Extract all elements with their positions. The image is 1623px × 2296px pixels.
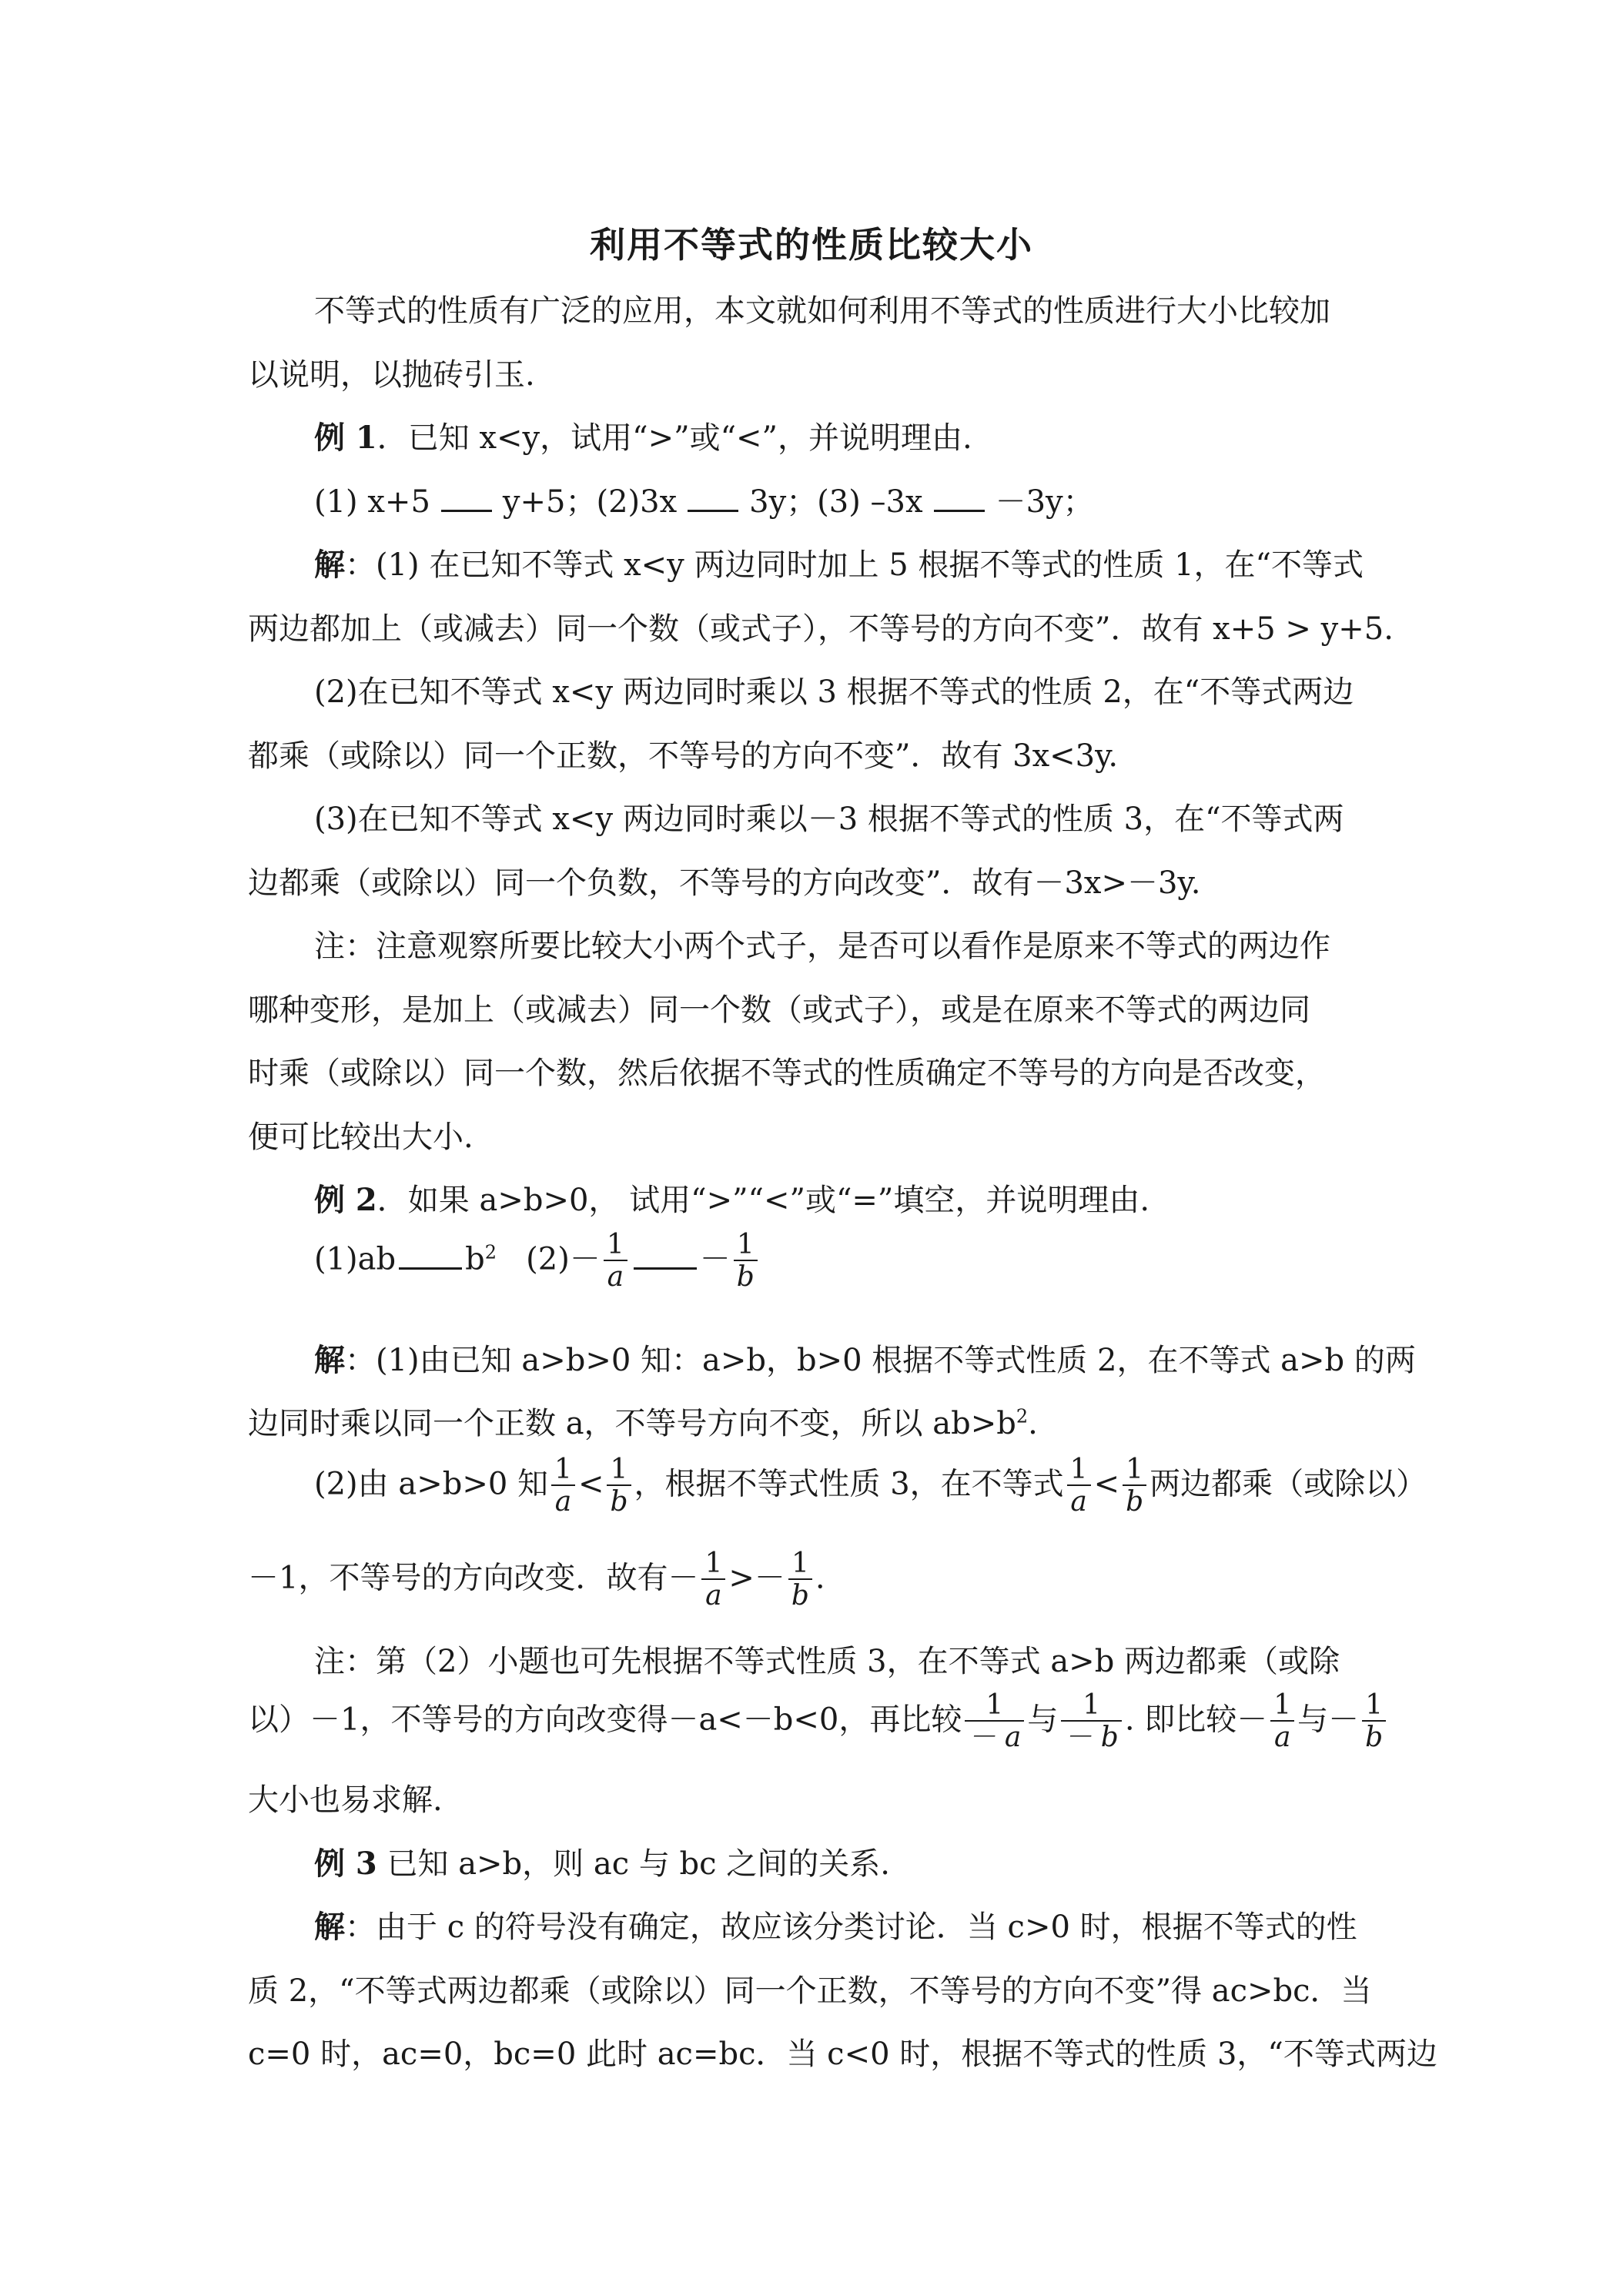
- example-3-label: 例 3: [314, 1846, 377, 1882]
- numerator: 1: [701, 1549, 725, 1580]
- solution-text: ：(1) 在已知不等式 x<y 两边同时加上 5 根据不等式的性质 1，在“不等式: [345, 547, 1364, 583]
- example-2-note-3: 大小也易求解.: [248, 1782, 443, 1818]
- fraction-1-over-a: [604, 1230, 627, 1293]
- numerator: 1: [734, 1230, 758, 1261]
- example-2-solution-1b: [248, 1405, 1038, 1441]
- denominator: b: [1365, 1721, 1384, 1753]
- example-3-solution-1: [314, 1909, 1357, 1945]
- example-2-text: ．如果 a>b>0， 试用“>”“<”或“=”填空，并说明理由.: [376, 1183, 1150, 1218]
- numerator: 1: [1123, 1455, 1146, 1486]
- fraction-1-over-b: [788, 1549, 812, 1612]
- question-1-left: (1) x+5: [314, 484, 430, 520]
- solution-text: ：(1)由已知 a>b>0 知：a>b，b>0 根据不等式性质 2，在不等式 a>b 的两: [345, 1343, 1416, 1378]
- example-1-solution-3a: (3)在已知不等式 x<y 两边同时乘以－3 根据不等式的性质 3，在“不等式两: [314, 802, 1344, 837]
- question-3-right: －3y；: [995, 484, 1094, 520]
- denominator: a: [1273, 1721, 1291, 1753]
- solution-label: 解: [314, 1342, 345, 1378]
- denominator: b: [1126, 1485, 1144, 1518]
- fraction-1-over-a: [1067, 1455, 1091, 1518]
- denominator: a: [554, 1485, 572, 1518]
- denominator: a: [607, 1260, 624, 1293]
- question-2-left: y+5；(2)3x: [502, 484, 678, 520]
- intro-line-2: 以说明，以抛砖引玉.: [248, 357, 535, 393]
- period: .: [1028, 1406, 1038, 1441]
- example-1-solution-1b: 两边都加上（或减去）同一个数（或式子），不等号的方向不变”．故有 x+5 > y+5.: [248, 611, 1394, 647]
- fraction-1-over-b: [607, 1455, 631, 1518]
- period: .: [815, 1560, 825, 1596]
- numerator: 1: [1067, 1455, 1091, 1486]
- fraction-1-over-a: [701, 1549, 725, 1612]
- solution-text: －1，不等号的方向改变．故有－: [248, 1560, 699, 1596]
- numerator: 1: [1061, 1691, 1122, 1722]
- page-title: 利用不等式的性质比较大小: [590, 224, 1033, 266]
- less-than: <: [1093, 1466, 1120, 1502]
- denominator: － b: [1064, 1721, 1119, 1753]
- example-1-note-3: 时乘（或除以）同一个数，然后依据不等式的性质确定不等号的方向是否改变，: [248, 1056, 1326, 1091]
- example-1-label: 例 1: [314, 420, 377, 456]
- example-2-note-1: 注：第（2）小题也可先根据不等式性质 3，在不等式 a>b 两边都乘（或除: [314, 1644, 1340, 1679]
- example-3-text: 已知 a>b，则 ac 与 bc 之间的关系.: [387, 1846, 890, 1882]
- example-1-solution-2a: (2)在已知不等式 x<y 两边同时乘以 3 根据不等式的性质 2，在“不等式两边: [314, 674, 1354, 710]
- fraction-1-over-b: [734, 1230, 758, 1293]
- example-1-note-4: 便可比较出大小.: [248, 1120, 474, 1155]
- exponent: 2: [1016, 1405, 1029, 1427]
- answer-blank-3[interactable]: [934, 488, 985, 512]
- denominator: b: [791, 1579, 809, 1612]
- denominator: a: [1070, 1485, 1087, 1518]
- solution-text: ：由于 c 的符号没有确定，故应该分类讨论．当 c>0 时，根据不等式的性: [345, 1909, 1357, 1945]
- answer-blank-1[interactable]: [441, 488, 492, 512]
- example-1-note-1: 注：注意观察所要比较大小两个式子，是否可以看作是原来不等式的两边作: [314, 929, 1330, 964]
- numerator: 1: [1270, 1691, 1294, 1722]
- minus-sign: －: [699, 1241, 731, 1277]
- fraction-1-over-b: [1123, 1455, 1146, 1518]
- example-2-statement: [314, 1182, 1150, 1218]
- example-2-solution-1a: [314, 1342, 1416, 1378]
- denominator: b: [736, 1260, 755, 1293]
- fraction-1-over-neg-b: [1061, 1691, 1122, 1753]
- fraction-1-over-neg-a: [965, 1691, 1024, 1753]
- example-3-statement: [314, 1846, 890, 1882]
- example-2-solution-2a: [314, 1455, 1427, 1518]
- example-3-solution-3: c=0 时，ac=0，bc=0 此时 ac=bc．当 c<0 时，根据不等式的性质 3，“不等式两边: [248, 2037, 1437, 2072]
- example-1-text: ．已知 x<y，试用“>”或“<”，并说明理由.: [376, 420, 972, 456]
- question-3-left: 3y；(3) –3x: [749, 484, 923, 520]
- note-text: 以）－1，不等号的方向改变得－a<－b<0，再比较: [248, 1702, 962, 1738]
- example-1-statement: [314, 420, 972, 456]
- numerator: 1: [788, 1549, 812, 1580]
- greater-than: >－: [728, 1560, 785, 1596]
- less-than: <: [577, 1466, 604, 1502]
- solution-label: 解: [314, 547, 345, 583]
- answer-blank-2[interactable]: [688, 488, 738, 512]
- example-1-note-2: 哪种变形，是加上（或减去）同一个数（或式子），或是在原来不等式的两边同: [248, 992, 1310, 1028]
- example-1-solution-3b: 边都乘（或除以）同一个负数，不等号的方向改变”．故有－3x>－3y.: [248, 865, 1201, 901]
- example-3-solution-2: 质 2，“不等式两边都乘（或除以）同一个正数，不等号的方向不变”得 ac>bc．当: [248, 1973, 1372, 2009]
- solution-text: 两边都乘（或除以）: [1149, 1466, 1427, 1502]
- question-2-prefix: (2)－: [526, 1241, 601, 1277]
- example-2-questions: [314, 1230, 761, 1293]
- answer-blank-ab[interactable]: [399, 1246, 462, 1270]
- example-1-solution-1a: [314, 547, 1364, 583]
- example-2-note-2: [248, 1691, 1389, 1753]
- intro-line-1: 不等式的性质有广泛的应用，本文就如何利用不等式的性质进行大小比较加: [314, 293, 1330, 329]
- denominator: － a: [968, 1721, 1022, 1753]
- fraction-1-over-a: [1270, 1691, 1294, 1753]
- example-2-label: 例 2: [314, 1182, 377, 1218]
- answer-blank-frac[interactable]: [634, 1246, 697, 1270]
- denominator: b: [610, 1485, 628, 1518]
- solution-label: 解: [314, 1909, 345, 1945]
- question-b: b: [465, 1241, 485, 1277]
- example-1-questions: [314, 484, 1094, 520]
- example-2-solution-2b: [248, 1549, 825, 1612]
- fraction-1-over-b: [1362, 1691, 1386, 1753]
- numerator: 1: [604, 1230, 627, 1261]
- numerator: 1: [551, 1455, 575, 1486]
- solution-text: 边同时乘以同一个正数 a，不等号方向不变，所以 ab>b: [248, 1406, 1016, 1441]
- numerator: 1: [607, 1455, 631, 1486]
- numerator: 1: [1362, 1691, 1386, 1722]
- solution-text: ，根据不等式性质 3，在不等式: [634, 1466, 1064, 1502]
- question-ab: (1)ab: [314, 1241, 397, 1277]
- fraction-1-over-a: [551, 1455, 575, 1518]
- exponent: 2: [484, 1241, 497, 1263]
- note-text: 与－: [1297, 1702, 1360, 1738]
- note-text: . 即比较－: [1124, 1702, 1268, 1738]
- example-1-solution-2b: 都乘（或除以）同一个正数，不等号的方向不变”．故有 3x<3y.: [248, 738, 1119, 774]
- denominator: a: [705, 1579, 722, 1612]
- note-text: 与: [1027, 1702, 1059, 1738]
- solution-text: (2)由 a>b>0 知: [314, 1466, 549, 1502]
- numerator: 1: [965, 1691, 1024, 1722]
